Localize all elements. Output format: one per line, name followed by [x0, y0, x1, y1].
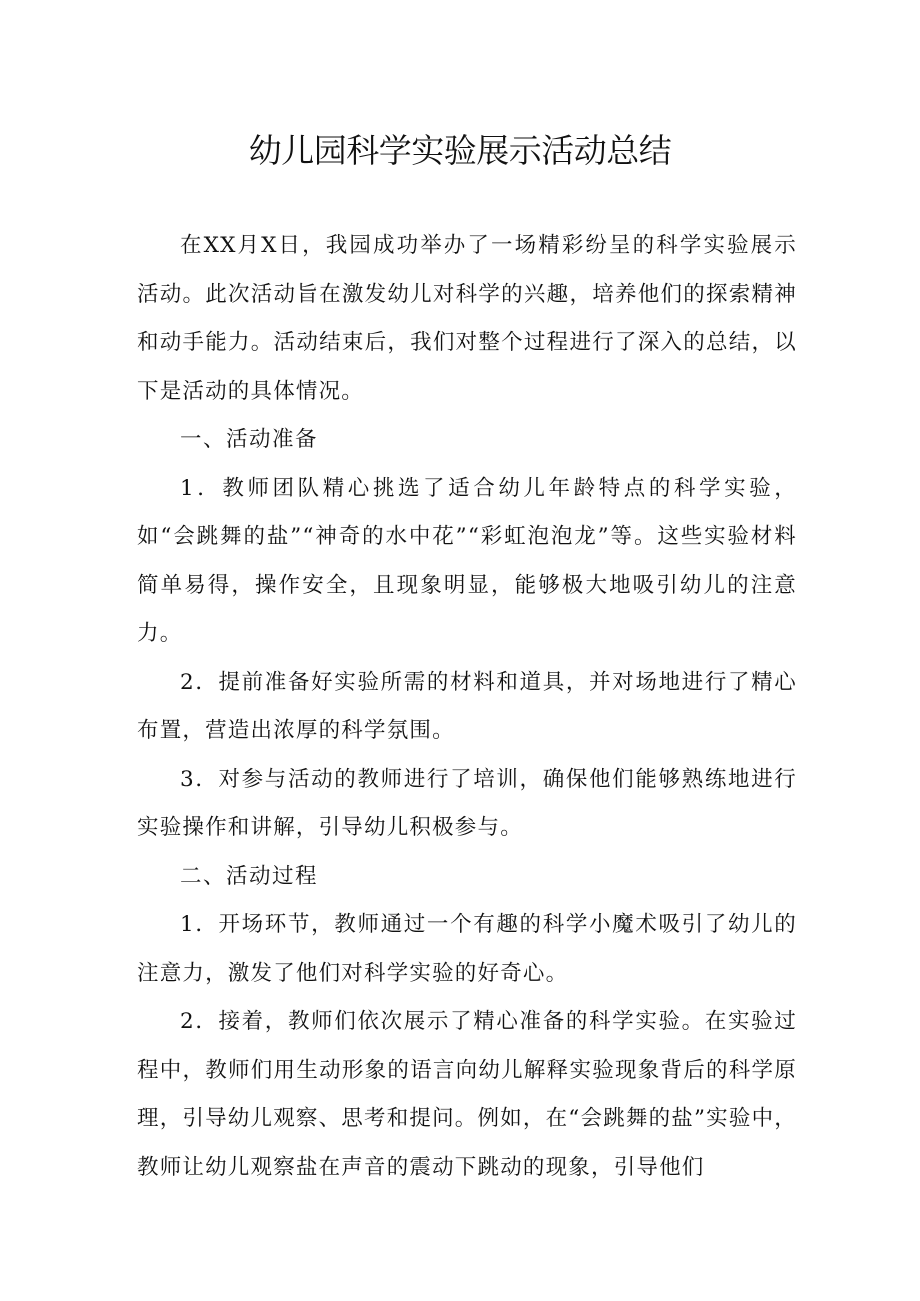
section-heading-process: 二、活动过程: [180, 863, 319, 889]
section-heading-preparation: 一、活动准备: [180, 427, 319, 452]
preparation-item-3: 3．对参与活动的教师进行了培训，确保他们能够熟练地进行实验操作和讲解，引导幼儿积极参与。: [137, 766, 797, 840]
page-title: 幼儿园科学实验展示活动总结: [248, 131, 672, 170]
intro-paragraph: 在XX月X日，我园成功举办了一场精彩纷呈的科学实验展示活动。此次活动旨在激发幼儿对科学的兴趣，培养他们的探索精神和动手能力。活动结束后，我们对整个过程进行了深入的总结，以下是活动的具体情况。: [137, 233, 797, 404]
preparation-item-2: 2．提前准备好实验所需的材料和道具，并对场地进行了精心布置，营造出浓厚的科学氛围。: [137, 669, 797, 743]
process-item-1: 1．开场环节，教师通过一个有趣的科学小魔术吸引了幼儿的注意力，激发了他们对科学实验的好奇心。: [137, 912, 797, 986]
document-body: [137, 222, 797, 1192]
preparation-item-1: 1．教师团队精心挑选了适合幼儿年龄特点的科学实验，如“会跳舞的盐”“神奇的水中花”“彩虹泡泡龙”等。这些实验材料简单易得，操作安全，且现象明显，能够极大地吸引幼儿的注意力。: [137, 475, 797, 646]
process-item-2: 2．接着，教师们依次展示了精心准备的科学实验。在实验过程中，教师们用生动形象的语言向幼儿解释实验现象背后的科学原理，引导幼儿观察、思考和提问。例如，在“会跳舞的盐”实验中，教师让幼儿观察盐在声音的震动下跳动的现象，引导他们: [137, 1009, 797, 1180]
